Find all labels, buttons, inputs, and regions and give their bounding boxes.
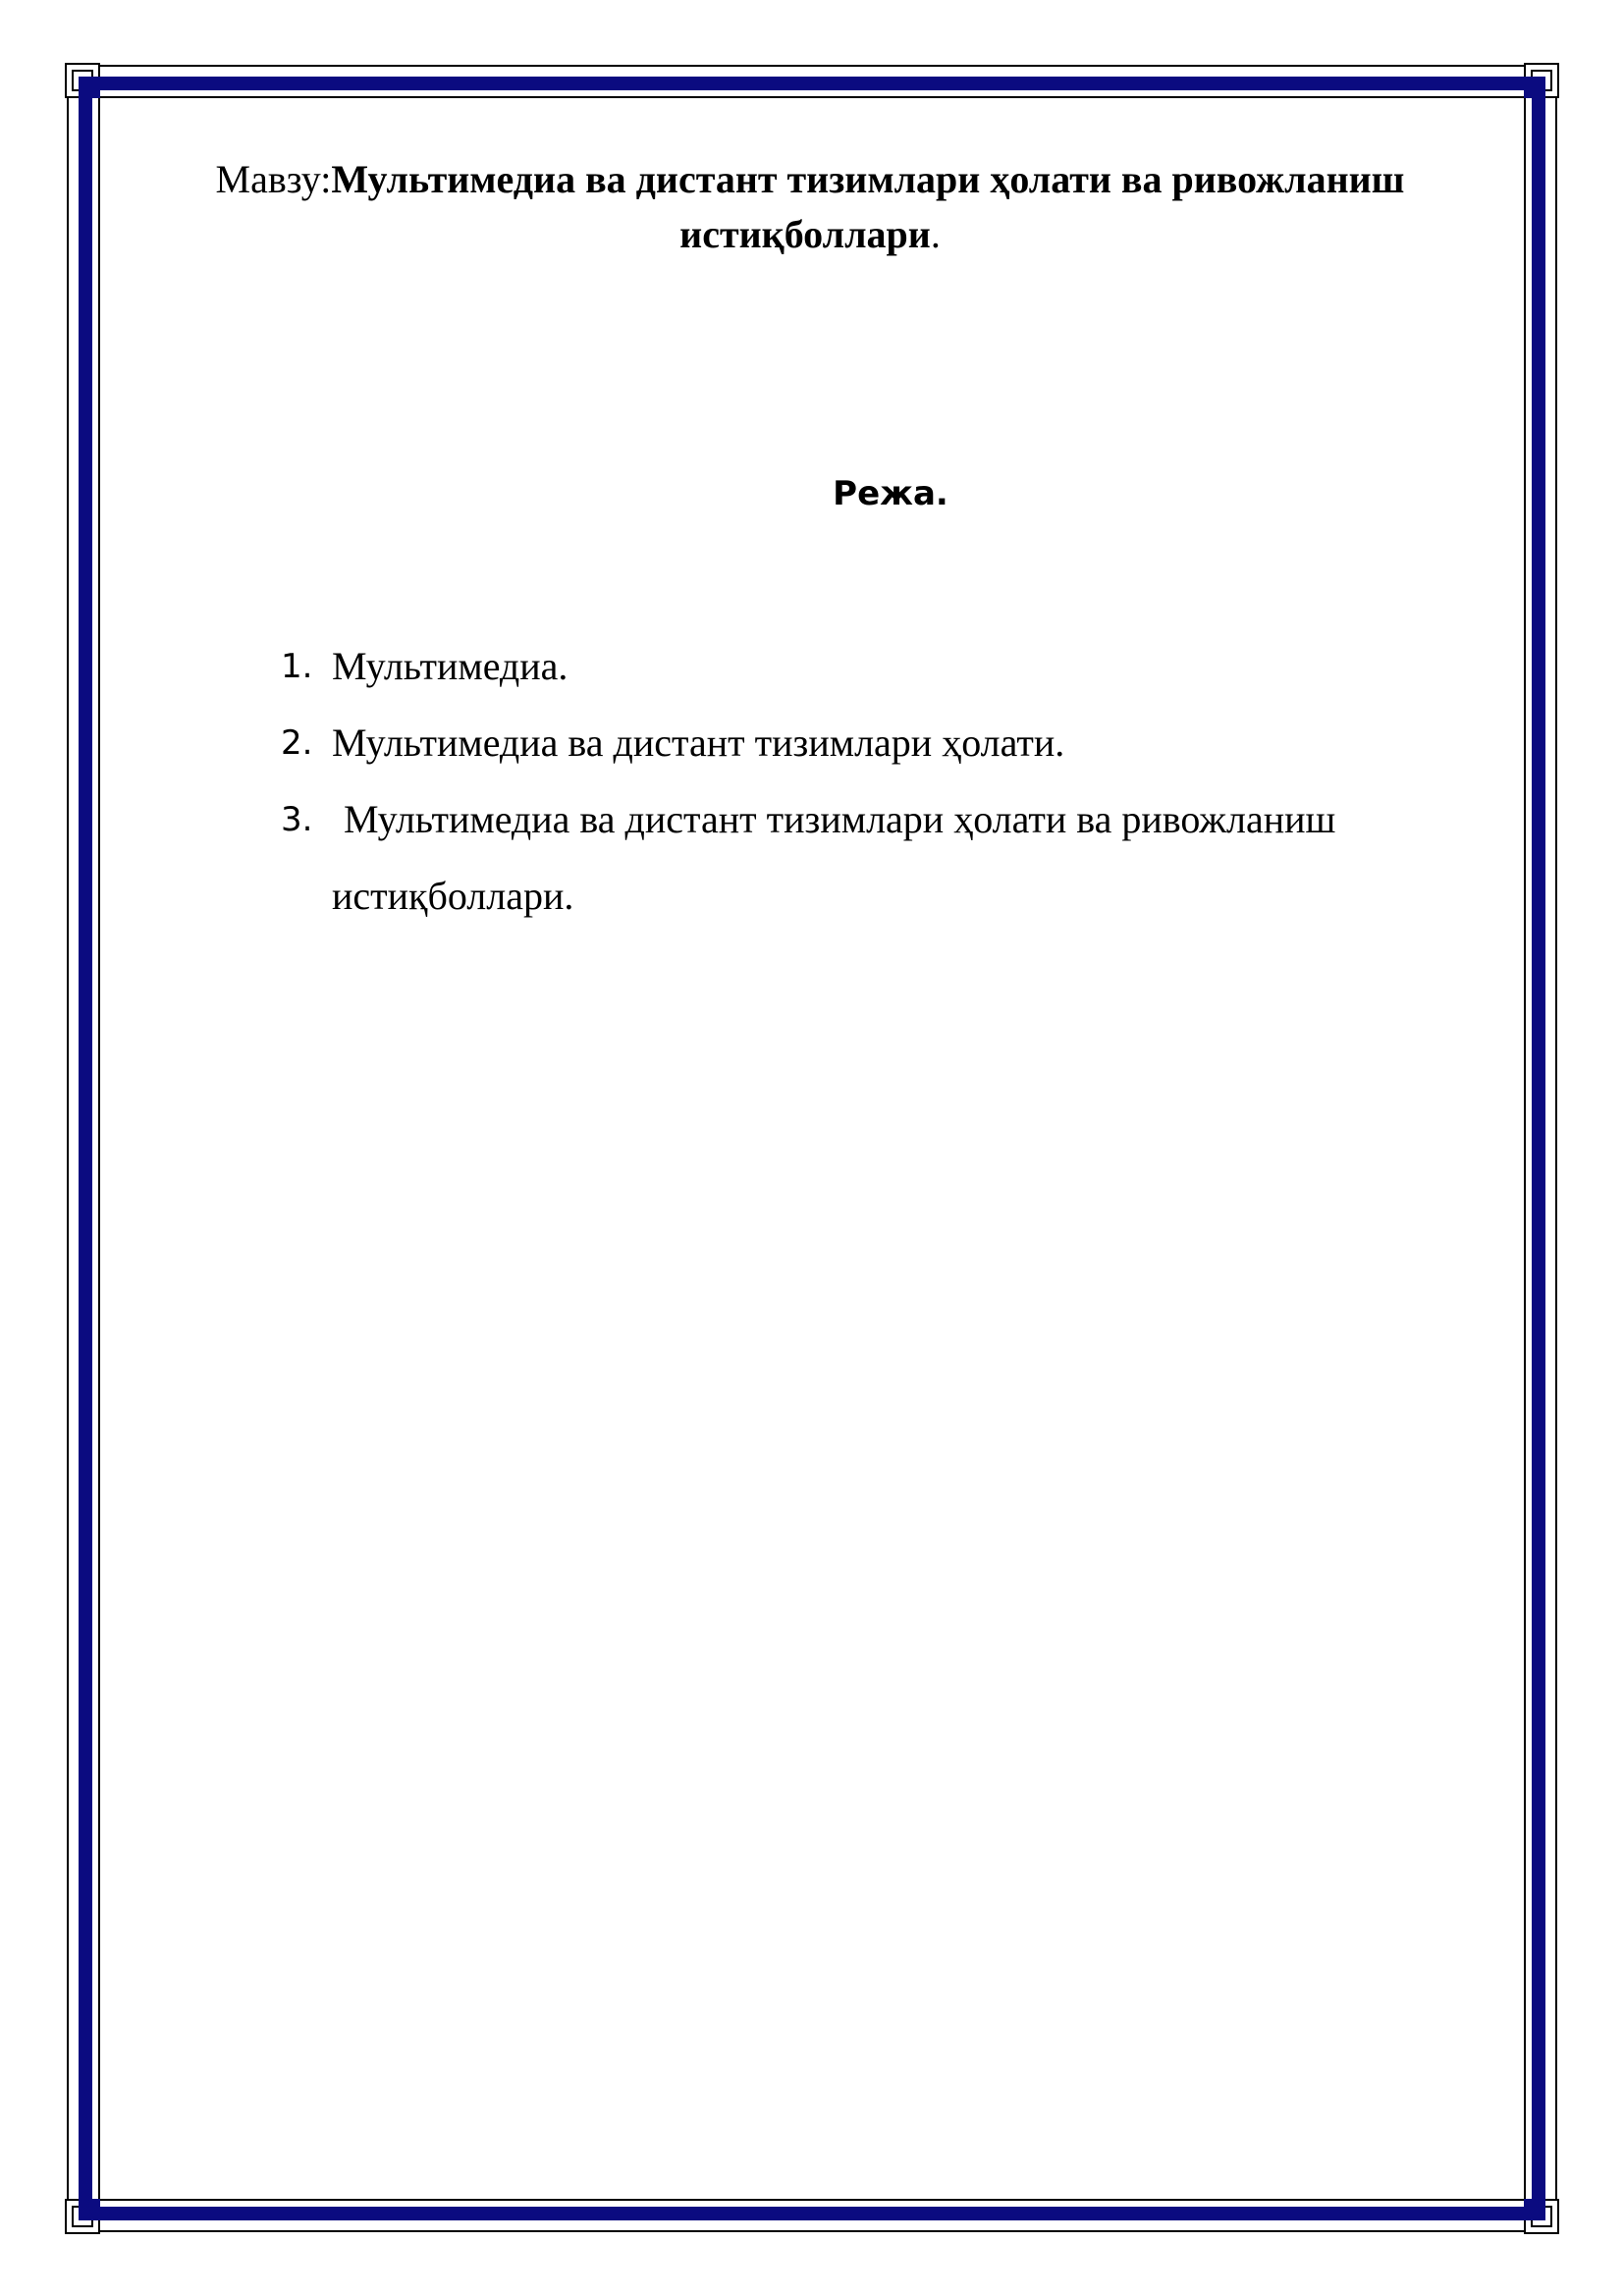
plan-heading: Режа. bbox=[833, 474, 948, 513]
list-item-number: 1. bbox=[281, 647, 313, 686]
border-corner-ornament bbox=[65, 2199, 100, 2234]
list-item bbox=[281, 781, 1469, 934]
list-item-text: Мультимедиа ва дистант тизимлари ҳолати ва ривожланиш истиқболлари. bbox=[332, 797, 1336, 918]
border-corner-ornament bbox=[1524, 63, 1559, 98]
page-border-inner bbox=[98, 96, 1526, 2201]
list-item bbox=[281, 705, 1469, 781]
list-item-text: Мультимедиа. bbox=[332, 644, 568, 688]
list-item-text: Мультимедиа ва дистант тизимлари ҳолати. bbox=[332, 721, 1065, 765]
border-corner-ornament bbox=[65, 63, 100, 98]
title-topic: Мультимедиа ва дистант тизимлари ҳолати ва ривожланиш истиқболлари bbox=[331, 157, 1405, 256]
title-prefix: Мавзу: bbox=[215, 157, 332, 201]
border-corner-ornament bbox=[1524, 2199, 1559, 2234]
list-item bbox=[281, 628, 1469, 705]
list-item-number: 3. bbox=[281, 800, 313, 839]
document-title bbox=[196, 152, 1424, 262]
plan-list bbox=[281, 628, 1469, 934]
list-item-number: 2. bbox=[281, 723, 313, 763]
title-suffix: . bbox=[930, 212, 941, 256]
